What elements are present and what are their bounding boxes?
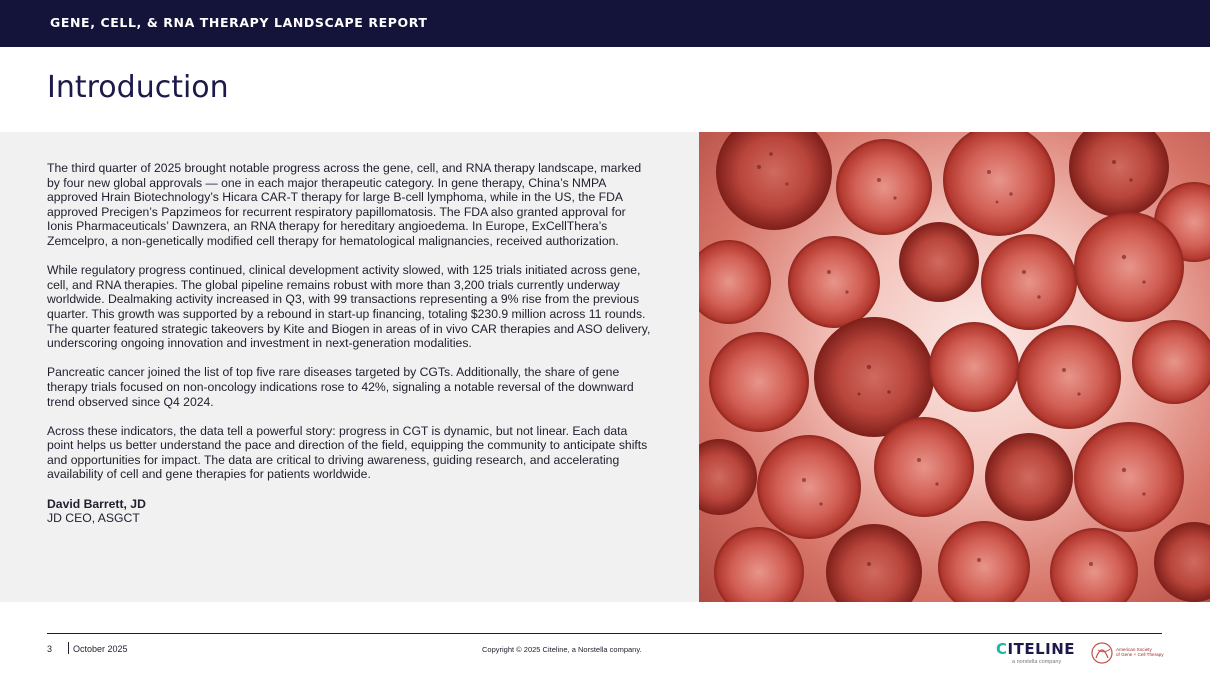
footer-date: October 2025 — [73, 644, 128, 654]
signature — [47, 497, 653, 526]
citeline-wordmark-text: CITELINE — [996, 640, 1076, 658]
report-title: GENE, CELL, & RNA THERAPY LANDSCAPE REPORT — [50, 15, 428, 30]
cell-culture-image — [699, 132, 1210, 602]
asgct-name — [1116, 647, 1164, 657]
author-role: JD CEO, ASGCT — [47, 511, 140, 526]
cells-illustration — [699, 132, 1210, 602]
asgct-line-2: of Gene + Cell Therapy — [1116, 652, 1164, 658]
citeline-logo — [996, 640, 1078, 668]
page-title: Introduction — [47, 70, 229, 105]
citeline-tagline: a norstella company — [1012, 659, 1062, 665]
paragraph-2: While regulatory progress continued, clinical development activity slowed, with 125 trials initiated across gene, cell, and RNA therapies. The global pipeline remains robust with more than 3,200 trials currently underway worldwide. Dealmaking activity increased in Q3, with 99 transactions representing a 9% rise from the previous quarter. This growth was supported by a rebound in start-up financing, totaling $230.9 million across 11 rounds. The quarter featured strategic takeovers by Kite and Biogen in areas of in vivo CAR therapies and ASO delivery, underscoring ongoing innovation and investment in next-generation modalities. — [47, 263, 651, 351]
footer-separator — [68, 642, 69, 654]
cells — [699, 132, 1210, 602]
footer-divider — [47, 633, 1162, 634]
introduction-body — [47, 161, 653, 526]
copyright-notice: Copyright © 2025 Citeline, a Norstella company. — [482, 645, 642, 654]
paragraph-4: Across these indicators, the data tell a powerful story: progress in CGT is dynamic, but not linear. Each data point helps us better understand the pace and direction of the field, equipping the community to anticipate shifts and opportunities for impact. The data are critical to driving awareness, guiding research, and accelerating availability of cell and gene therapies for patients worldwide. — [47, 423, 648, 482]
header-bar — [0, 0, 1210, 47]
author-name: David Barrett, JD — [47, 496, 146, 511]
page-number: 3 — [47, 644, 53, 654]
asgct-line-1: American Society — [1116, 647, 1152, 652]
paragraph-3: Pancreatic cancer joined the list of top five rare diseases targeted by CGTs. Additionally, the share of gene therapy trials focused on non-oncology indications rose to 42%, signaling a notable reversal of the downward trend observed since Q4 2024. — [47, 365, 634, 409]
asgct-logo — [1090, 640, 1164, 666]
asgct-emblem-icon — [1090, 640, 1114, 666]
paragraph-1: The third quarter of 2025 brought notable progress across the gene, cell, and RNA therapy landscape, marked by four new global approvals — one in each major therapeutic category. In gene therapy, China’s NMPA approved Hrain Biotechnology’s Hicara CAR-T therapy for large B-cell lymphoma, while in the US, the FDA approved Precigen’s Papzimeos for recurrent respiratory papillomatosis. The FDA also granted approval for Ionis Pharmaceuticals’ Dawnzera, an RNA therapy for hereditary angioedema. In Europe, ExCellThera’s Zemcelpro, a non-genetically modified cell therapy for hematological malignancies, received authorization. — [47, 161, 642, 248]
